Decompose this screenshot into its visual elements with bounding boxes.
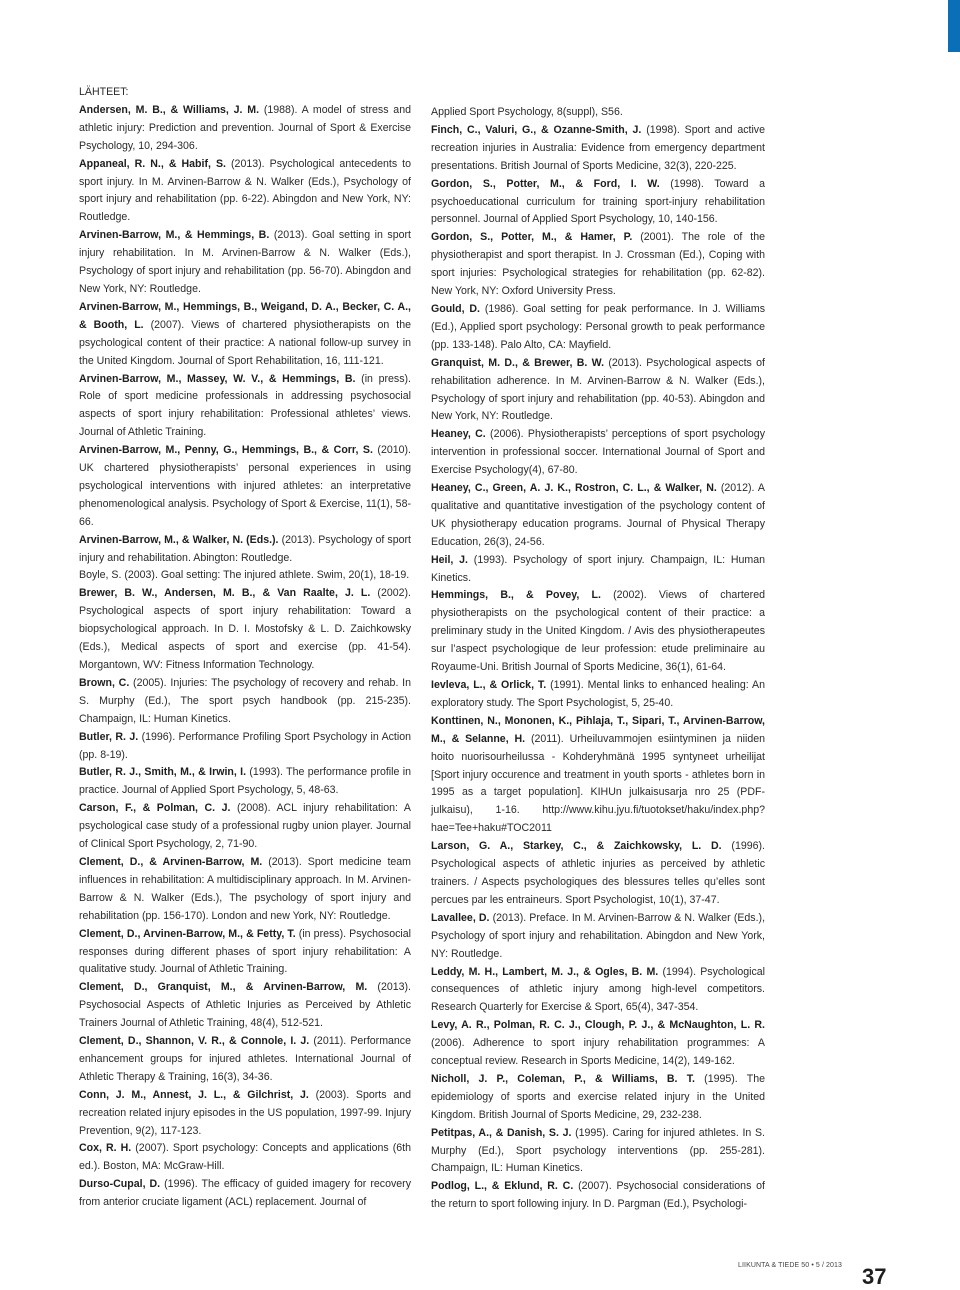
reference-authors: Gordon, S., Potter, M., & Ford, I. W.	[431, 177, 660, 190]
reference-details: (in press). Role of sport medicine professionals in addressing psychosocial aspects of sport injury rehabilitation: Professional athletes’ views. Journal of Athletic Training.	[79, 372, 411, 439]
reference-authors: Andersen, M. B., & Williams, J. M.	[79, 103, 260, 116]
reference-details: (1998). Toward a psychoeducational curriculum for training sport-injury rehabilitation personnel. Journal of Applied Sport Psychology, 10, 140-156.	[431, 177, 766, 226]
reference-authors: Finch, C., Valuri, G., & Ozanne-Smith, J.	[431, 123, 642, 136]
reference-entry	[79, 299, 411, 371]
reference-details: Boyle, S. (2003). Goal setting: The injured athlete. Swim, 20(1), 18-19.	[79, 569, 410, 582]
reference-details: (2013). Sport medicine team influences in rehabilitation: A multidisciplinary approach. In M. Arvinen-Barrow & N. Walker (Eds.), The psychology of sport injury and rehabilitation (pp. 156-170). London and new York, NY: Routledge.	[79, 855, 412, 922]
section-title: LÄHTEET:	[79, 86, 129, 98]
reference-entry	[431, 355, 765, 427]
reference-authors: Petitpas, A., & Danish, S. J.	[431, 1126, 572, 1139]
reference-details: (1993). The performance profile in practice. Journal of Applied Sport Psychology, 5, 48-63.	[79, 766, 411, 797]
reference-entry	[79, 102, 411, 156]
reference-details: (2006). Physiotherapists’ perceptions of sport psychology intervention in professional soccer. International Journal of Sport and Exercise Psychology(4), 67-80.	[431, 428, 765, 477]
reference-details: (1996). Psychological aspects of athletic injuries as perceived by athletic trainers. / Aspects psychologiques des blessures telles qu’elles sont percues par les entraineurs. Sport Psychologist, 10(1), 37-47.	[431, 840, 765, 906]
reference-authors: Appaneal, R. N., & Habif, S.	[79, 157, 226, 170]
reference-details: (2013). Psychological antecedents to sport injury. In M. Arvinen-Barrow & N. Walker (Eds.), Psychology of sport injury and rehabilitation (pp. 6-22). Abingdon and New York, NY: Routledge.	[79, 157, 412, 224]
reference-entry	[79, 567, 411, 585]
reference-authors: Butler, R. J.	[79, 730, 139, 743]
reference-details: (2013). Psychological aspects of rehabilitation adherence. In M. Arvinen-Barrow & N. Walker (Eds.), Psychology of sport injury and rehabilitation (pp. 40-53). Abingdon and New York, NY: Routledge.	[431, 356, 765, 423]
reference-entry	[79, 926, 411, 980]
reference-details: (2007). Sport psychology: Concepts and applications (6th ed.). Boston, MA: McGraw-Hill.	[79, 1142, 411, 1173]
reference-entry	[431, 122, 765, 176]
reference-entry	[431, 480, 765, 552]
reference-authors: Hemmings, B., & Povey, L.	[431, 589, 601, 602]
reference-authors: Clement, D., Shannon, V. R., & Connole, I. J.	[79, 1035, 310, 1048]
reference-authors: Clement, D., Granquist, M., & Arvinen-Barrow, M.	[79, 981, 368, 994]
page-number: 37	[862, 1264, 887, 1289]
reference-authors: Konttinen, N., Mononen, K., Pihlaja, T., Sipari, T., Arvinen-Barrow, M., & Selanne, H.	[431, 714, 765, 745]
reference-entry	[79, 979, 411, 1033]
reference-authors: Brown, C.	[79, 676, 130, 689]
reference-entry	[79, 854, 411, 926]
reference-details: (in press). Psychosocial responses during different phases of sport injury rehabilitation: A qualitative study. Journal of Athletic Training.	[79, 927, 411, 976]
reference-entry	[79, 1087, 411, 1141]
reference-details: (1995). Caring for injured athletes. In S. Murphy (Ed.), Sport psychology interventions (pp. 255-281). Champaign, IL: Human Kinetics.	[431, 1126, 765, 1175]
reference-entry	[79, 675, 411, 729]
reference-details: (2010). UK chartered physiotherapists’ personal experiences in using psychological interventions with injured athletes: an interpretative phenomenological analysis. Psychology of Sport & Exercise, 11(1), 58-66.	[79, 444, 411, 528]
reference-details: (2003). Sports and recreation related injury episodes in the US population, 1997-99. Injury Prevention, 9(2), 117-123.	[79, 1088, 411, 1137]
reference-entry	[431, 104, 765, 122]
reference-details: (1988). A model of stress and athletic injury: Prediction and prevention. Journal of Sport & Exercise Psychology, 10, 294-306.	[79, 103, 411, 152]
reference-authors: Heil, J.	[431, 553, 468, 566]
reference-entry	[79, 764, 411, 800]
reference-authors: Lavallee, D.	[431, 911, 490, 924]
reference-details: (2002). Views of chartered physiotherapists on the psychological content of their practice: a preliminary study in the United Kingdom. / Avis des physiotherapeutes sur l’aspect psychologique de leur profession: etude preliminaire au Royaume-Uni. British Journal of Sports Medicine, 36(1), 61-64.	[431, 589, 765, 674]
reference-entry	[79, 585, 411, 675]
reference-details: (1995). The epidemiology of sports and exercise related injury in the United Kingdom. British Journal of Sports Medicine, 29, 232-238.	[431, 1072, 766, 1121]
reference-authors: Conn, J. M., Annest, J. L., & Gilchrist, J.	[79, 1088, 309, 1101]
reference-entry	[431, 1125, 765, 1179]
reference-entry	[431, 677, 765, 713]
reference-authors: Arvinen-Barrow, M., & Hemmings, B.	[79, 229, 270, 242]
reference-entry	[431, 1178, 765, 1214]
reference-authors: Carson, F., & Polman, C. J.	[79, 802, 231, 815]
reference-authors: Nicholl, J. P., Coleman, P., & Williams, B. T.	[431, 1072, 695, 1085]
reference-authors: Arvinen-Barrow, M., Penny, G., Hemmings, B., & Corr, S.	[79, 444, 373, 457]
reference-details: (2013). Goal setting in sport injury rehabilitation. In M. Arvinen-Barrow & N. Walker (Eds.), Psychology of sport injury and rehabilitation (pp. 56-70). Abingdon and New York, NY: Routledge.	[79, 229, 411, 295]
reference-entry	[79, 227, 411, 299]
reference-entry	[431, 176, 765, 230]
reference-entry	[431, 910, 765, 964]
references-column-right	[431, 104, 765, 1214]
reference-details: (2011). Performance enhancement groups for injured athletes. International Journal of Athletic Therapy & Training, 16(3), 34-36.	[79, 1035, 411, 1083]
reference-entry	[431, 229, 765, 301]
reference-authors: Cox, R. H.	[79, 1142, 132, 1155]
reference-entry	[431, 552, 765, 588]
reference-details: (1996). Performance Profiling Sport Psychology in Action (pp. 8-19).	[79, 730, 412, 761]
reference-entry	[431, 1071, 765, 1125]
reference-details: (1996). The efficacy of guided imagery for recovery from anterior cruciate ligament (ACL) replacement. Journal of	[79, 1178, 411, 1209]
footer-magazine: LIIKUNTA & TIEDE 50 • 5 / 2013	[738, 1262, 843, 1269]
reference-details: (2002). Psychological aspects of sport injury rehabilitation: Toward a biopsychological approach. In D. I. Mostofsky & L. D. Zaichkowsky (Eds.), Medical aspects of sport and exercise (pp. 41-54). Morgantown, WV: Fitness Information Technology.	[79, 587, 411, 671]
reference-details: (2006). Adherence to sport injury rehabilitation programmes: A conceptual review. Research in Sports Medicine, 14(2), 149-162.	[431, 1037, 765, 1068]
reference-entry	[431, 426, 765, 480]
reference-details: (1993). Psychology of sport injury. Champaign, IL: Human Kinetics.	[431, 553, 765, 584]
corner-accent-bar	[948, 0, 960, 52]
reference-details: (2007). Views of chartered physiotherapists on the psychological content of their practice: A national follow-up survey in the United Kingdom. Journal of Sport Rehabilitation, 16, 111-121.	[79, 318, 411, 367]
reference-authors: Brewer, B. W., Andersen, M. B., & Van Raalte, J. L.	[79, 587, 371, 600]
reference-details: (2013). Psychosocial Aspects of Athletic Injuries as Perceived by Athletic Trainers Journal of Athletic Training, 48(4), 512-521.	[79, 981, 411, 1030]
reference-details: (2008). ACL injury rehabilitation: A psychological case study of a professional rugby union player. Journal of Clinical Sport Psychology, 2, 71-90.	[79, 802, 411, 851]
reference-details: (2012). A qualitative and quantitative investigation of the psychology content of UK physiotherapy education programs. Journal of Physical Therapy Education, 26(3), 24-56.	[431, 482, 765, 548]
reference-entry	[79, 729, 411, 765]
reference-details: (2005). Injuries: The psychology of recovery and rehab. In S. Murphy (Ed.), The sport psych handbook (pp. 215-235). Champaign, IL: Human Kinetics.	[79, 676, 412, 725]
reference-authors: Levy, A. R., Polman, R. C. J., Clough, P. J., & McNaughton, L. R.	[431, 1019, 765, 1032]
reference-details: (1991). Mental links to enhanced healing: An exploratory study. The Sport Psychologist, 5, 25-40.	[431, 679, 765, 709]
reference-entry	[79, 1033, 411, 1087]
reference-authors: Larson, G. A., Starkey, C., & Zaichkowsky, L. D.	[431, 840, 722, 853]
reference-entry	[79, 1176, 411, 1212]
reference-entry	[431, 1017, 765, 1071]
reference-details: (2001). The role of the physiotherapist and sport therapist. In J. Crossman (Ed.), Coping with sport injuries: Psychological strategies for rehabilitation (pp. 62-82). New York, NY: Oxford University Press.	[431, 231, 765, 298]
reference-authors: Durso-Cupal, D.	[79, 1178, 161, 1191]
references-column-left	[79, 84, 411, 1212]
reference-details: (2011). Urheiluvammojen esiintyminen ja niiden hoito nuorisourheilussa - Kohderyhmänä 1995 syntyneet urheilijat [Sport injury occurence and treatment in youth sports - athletes born in 1995 as a target population]. KIHUn julkaisusarja nro 25 (PDF-julkaisu), 1-16. http://www.kihu.jyu.fi/tuotokset/haku/index.php?hae=Tee+haku#TOC2011	[431, 732, 766, 835]
reference-authors: Leddy, M. H., Lambert, M. J., & Ogles, B. M.	[431, 965, 659, 978]
reference-authors: Granquist, M. D., & Brewer, B. W.	[431, 356, 605, 369]
reference-entry	[79, 156, 411, 228]
reference-authors: Butler, R. J., Smith, M., & Irwin, I.	[79, 766, 247, 779]
reference-entry	[79, 371, 411, 443]
reference-details: (2013). Preface. In M. Arvinen-Barrow & N. Walker (Eds.), Psychology of sport injury and rehabilitation. Abingdon and New York, NY: Routledge.	[431, 911, 766, 960]
reference-entry	[431, 301, 765, 355]
reference-details: (1994). Psychological consequences of athletic injury among high-level competitors. Research Quarterly for Exercise & Sport, 65(4), 347-354.	[431, 965, 765, 1014]
reference-authors: Clement, D., & Arvinen-Barrow, M.	[79, 855, 263, 868]
reference-entry	[431, 587, 765, 677]
reference-details: (2013). Psychology of sport injury and rehabilitation. Abington: Routledge.	[79, 533, 411, 564]
reference-details: (1998). Sport and active recreation injuries in Australia: Evidence from emergency department presentations. British Journal of Sports Medicine, 32(3), 220-225.	[431, 123, 765, 172]
reference-entry	[431, 964, 765, 1018]
reference-authors: Arvinen-Barrow, M., Hemmings, B., Weigand, D. A., Becker, C. A., & Booth, L.	[79, 300, 411, 331]
reference-list-right	[431, 104, 765, 1214]
reference-authors: Gould, D.	[431, 302, 480, 315]
reference-authors: Clement, D., Arvinen-Barrow, M., & Fetty, T.	[79, 927, 296, 940]
reference-entry	[79, 442, 411, 532]
reference-authors: Podlog, L., & Eklund, R. C.	[431, 1180, 574, 1193]
reference-details: (2007). Psychosocial considerations of the return to sport following injury. In D. Pargman (Ed.), Psychologi-	[431, 1180, 766, 1211]
reference-details: (1986). Goal setting for peak performance. In J. Williams (Ed.), Applied sport psychology: Personal growth to peak performance (pp. 133-148). Palo Alto, CA: Mayfield.	[431, 302, 765, 351]
reference-list-left	[79, 102, 411, 1212]
reference-authors: Heaney, C., Green, A. J. K., Rostron, C. L., & Walker, N.	[431, 482, 717, 495]
reference-authors: Gordon, S., Potter, M., & Hamer, P.	[431, 231, 633, 244]
reference-entry	[79, 532, 411, 568]
reference-authors: Arvinen-Barrow, M., & Walker, N. (Eds.).	[79, 533, 279, 546]
reference-entry	[79, 800, 411, 854]
reference-authors: Heaney, C.	[431, 428, 486, 441]
reference-authors: Ievleva, L., & Orlick, T.	[431, 679, 547, 691]
reference-entry	[431, 713, 765, 838]
reference-entry	[431, 838, 765, 910]
reference-authors: Arvinen-Barrow, M., Massey, W. V., & Hemmings, B.	[79, 372, 356, 385]
reference-entry	[79, 1140, 411, 1176]
reference-details: Applied Sport Psychology, 8(suppl), S56.	[431, 106, 623, 118]
